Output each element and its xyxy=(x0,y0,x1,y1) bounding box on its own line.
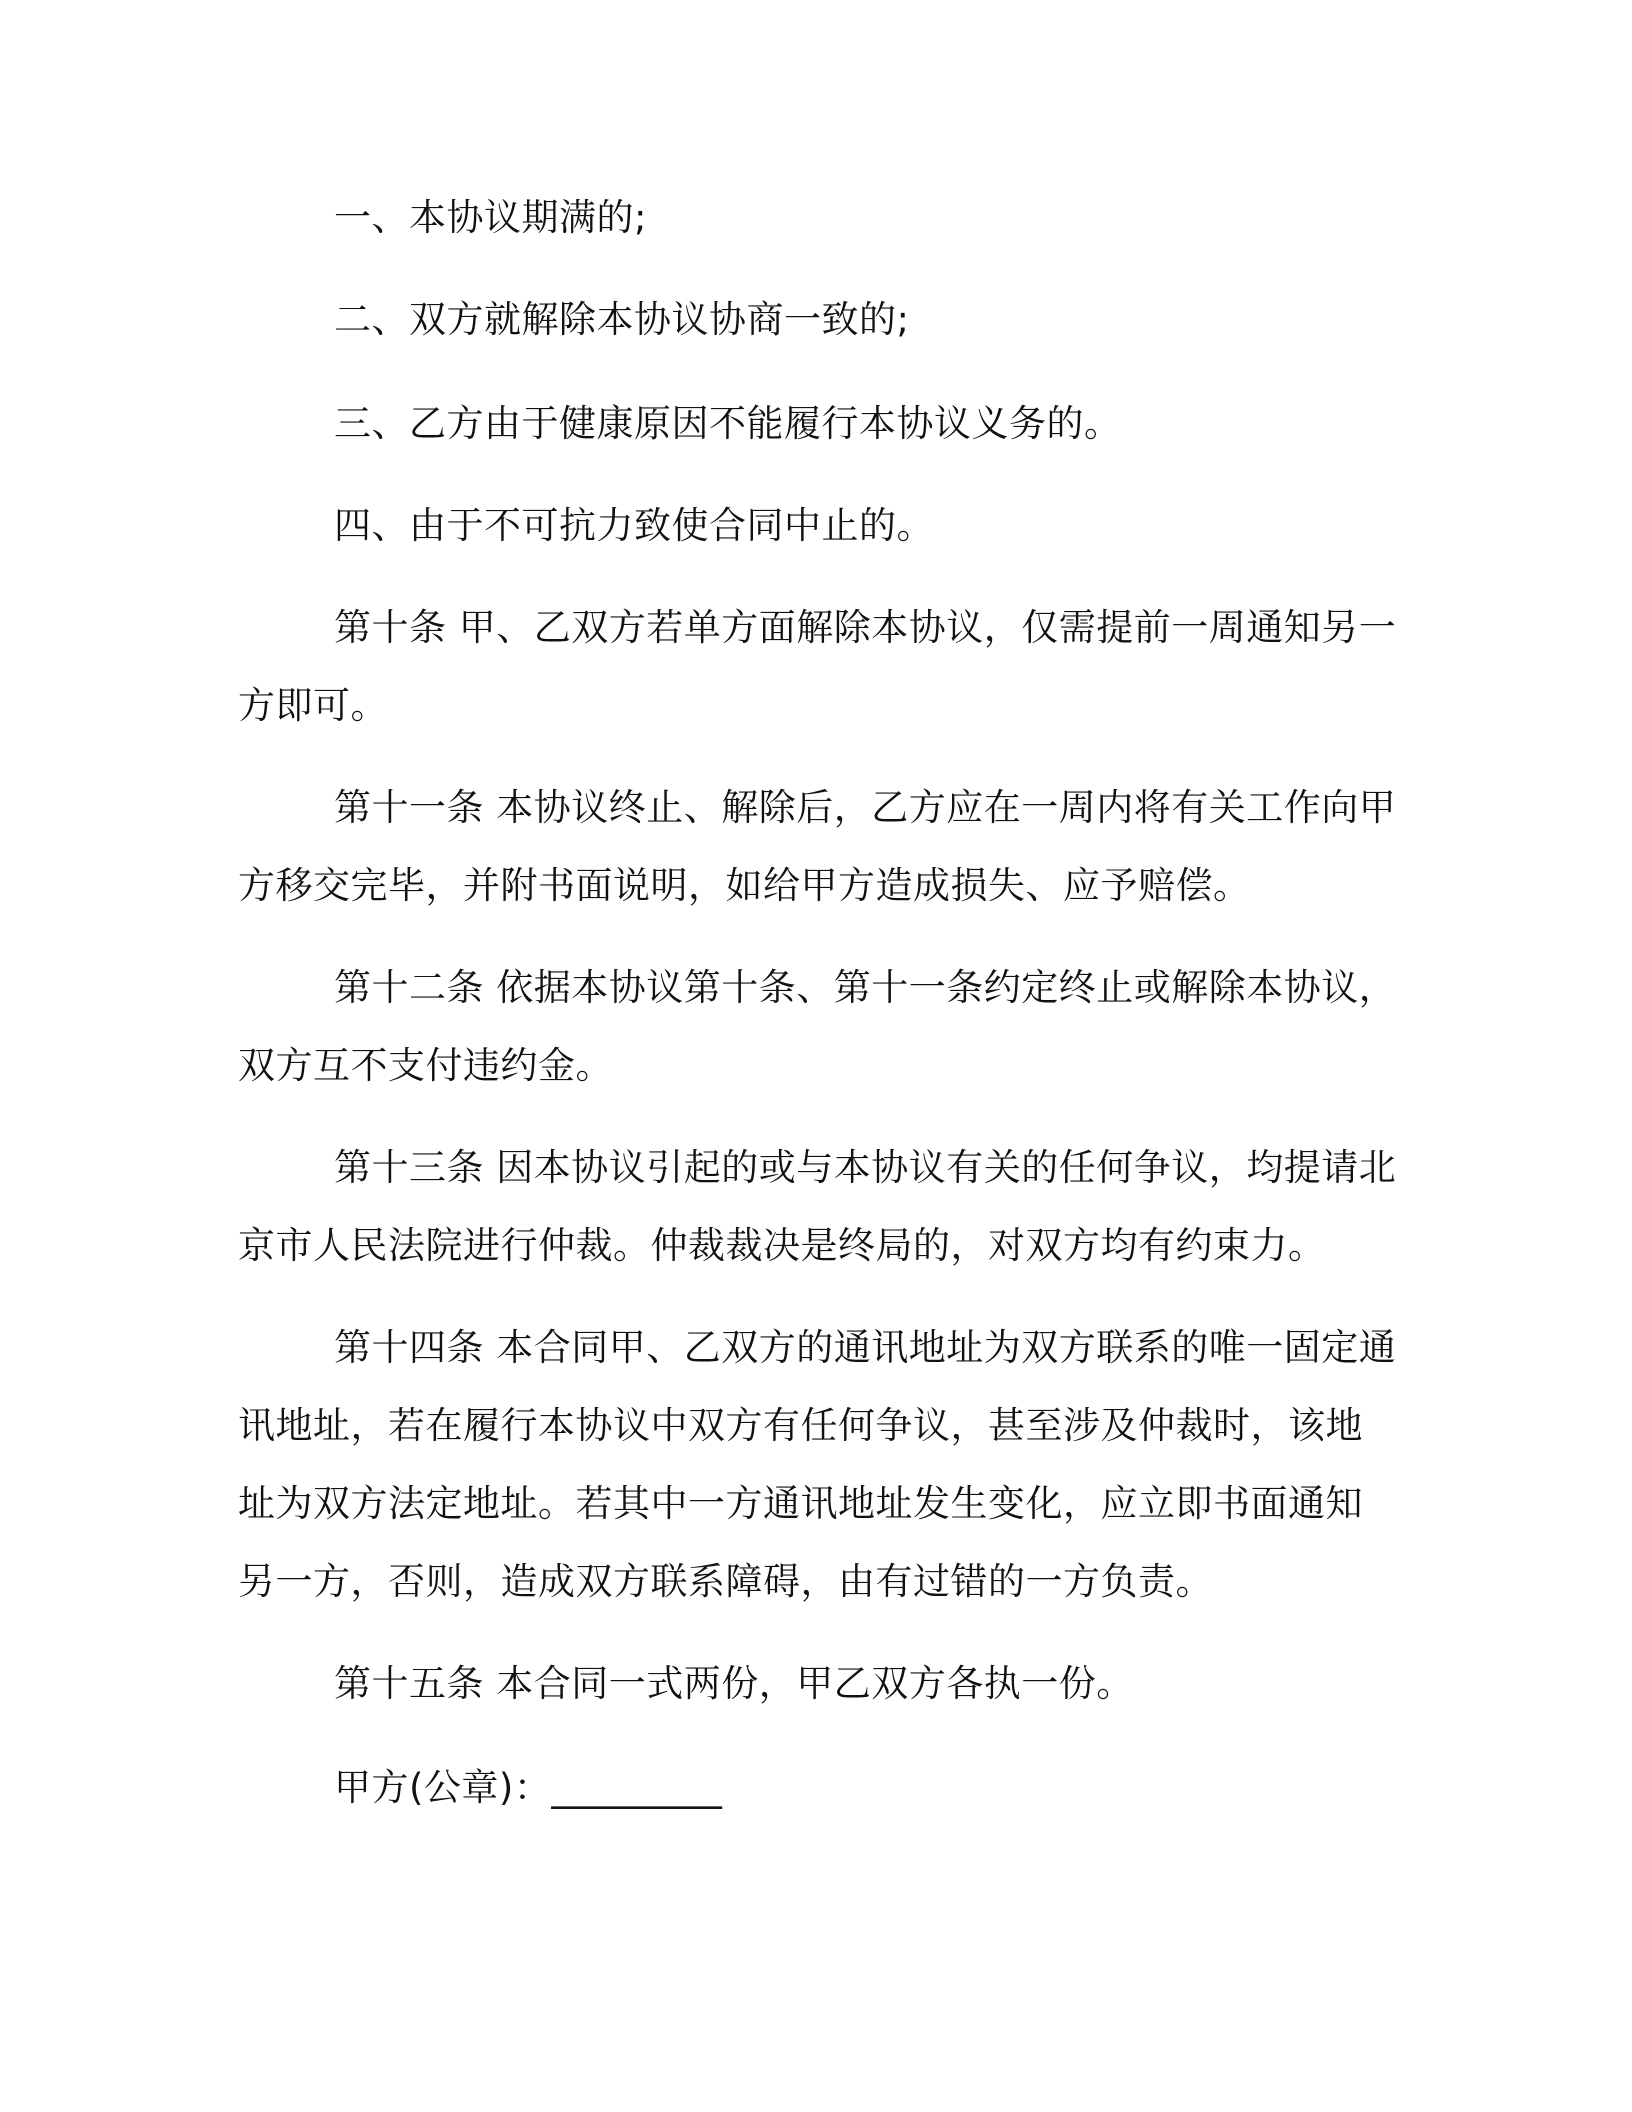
list-item: 三、乙方由于健康原因不能履行本协议义务的。 xyxy=(334,402,1122,445)
article-12-line: 双方互不支付违约金。 xyxy=(238,1044,613,1087)
article-11-line: 第十一条 本协议终止、解除后，乙方应在一周内将有关工作向甲 xyxy=(334,786,1397,829)
article-15-line: 第十五条 本合同一式两份，甲乙双方各执一份。 xyxy=(334,1662,1134,1705)
article-14-line: 另一方，否则，造成双方联系障碍，由有过错的一方负责。 xyxy=(238,1560,1213,1603)
article-13-line: 京市人民法院进行仲裁。仲裁裁决是终局的，对双方均有约束力。 xyxy=(238,1224,1326,1267)
signature-line: 甲方(公章)：_________ xyxy=(334,1766,723,1809)
list-item: 二、双方就解除本协议协商一致的; xyxy=(334,298,910,341)
article-14-line: 址为双方法定地址。若其中一方通讯地址发生变化，应立即书面通知 xyxy=(238,1482,1363,1525)
article-14-line: 第十四条 本合同甲、乙双方的通讯地址为双方联系的唯一固定通 xyxy=(334,1326,1397,1369)
list-item: 四、由于不可抗力致使合同中止的。 xyxy=(334,504,934,547)
article-10-line: 方即可。 xyxy=(238,684,388,727)
article-10-line: 第十条 甲、乙双方若单方面解除本协议，仅需提前一周通知另一 xyxy=(334,606,1397,649)
article-13-line: 第十三条 因本协议引起的或与本协议有关的任何争议，均提请北 xyxy=(334,1146,1397,1189)
article-14-line: 讯地址，若在履行本协议中双方有任何争议，甚至涉及仲裁时，该地 xyxy=(238,1404,1363,1447)
article-11-line: 方移交完毕，并附书面说明，如给甲方造成损失、应予赔偿。 xyxy=(238,864,1251,907)
list-item: 一、本协议期满的; xyxy=(334,196,647,239)
article-12-line: 第十二条 依据本协议第十条、第十一条约定终止或解除本协议， xyxy=(334,966,1397,1009)
